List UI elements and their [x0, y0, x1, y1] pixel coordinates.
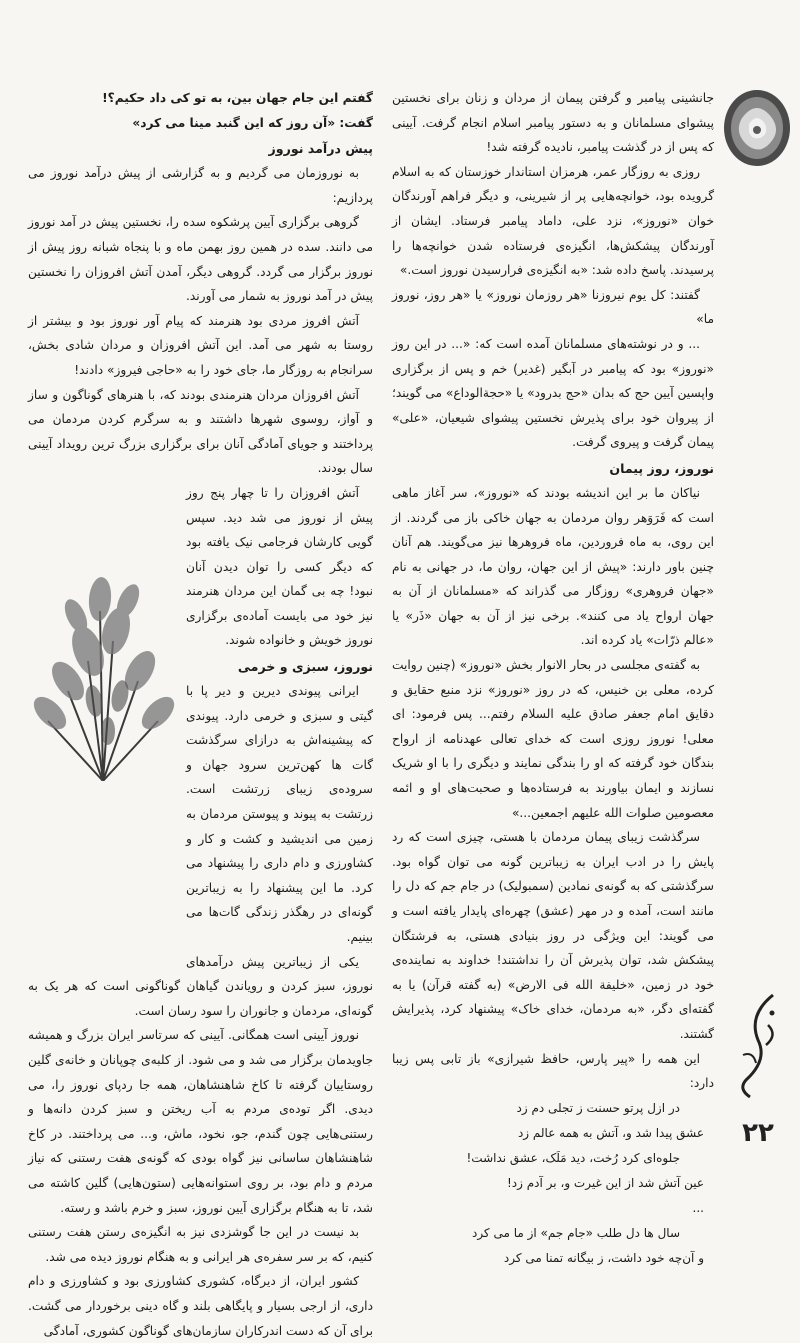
section-heading: نوروز، روز پیمان [609, 460, 714, 476]
paragraph: کشور ایران، از دیرگاه، کشوری کشاورزی بود و کشاورزی و دام داری، از ارجی بسیار و پایگاهی بلند و گاه دینی برخوردار می گشت. برای آن که دست اندرکاران سازمان‌های گوناگون کشوری، آمادگی [28, 1274, 373, 1338]
paragraph: آتش افروزان را تا چهار پنج روز پیش از نوروز می شد دید. سپس گویی کارشان فرجامی نیک یافته بود که دیگر کسی را توان دیدن آنان نبود! چه بی گمان این مردان هنرمند نیز خود می بایست آماده‌ی برگزاری نوروز خویش و خانواده شوند. [186, 485, 373, 648]
poem-line: ... [692, 1200, 704, 1215]
paragraph: روزی به روزگار عمر، هرمزان استاندار خوزستان که به اسلام گرویده بود، خوانچه‌هایی پر از شیرینی، و دیگر فراهم آورندگان خوان «نوروز»، نزد علی، داماد پیامبر فرستاد. ایشان از آورندگان پیشکش‌ها، انگیزه‌ی فرستاده شدن خوانچه‌ها را پرسیدند. پاسخ داده شد: «به انگیزه‌ی فرارسیدن نوروز است.» [392, 164, 714, 278]
poem-line: گفت: «آن روز که این گنبد مینا می کرد» [132, 115, 373, 130]
paragraph: بد نیست در این جا گوشزدی نیز به انگیزه‌ی رستن هفت رستنی کنیم، که بر سر سفره‌ی هر ایرانی و به هنگام نوروز دیده می شد. [28, 1225, 373, 1264]
poem-line: در ازل پرتو حسنت ز تجلی دم زد [516, 1100, 680, 1115]
poem-opening [28, 86, 373, 135]
plant-illustration [28, 481, 178, 951]
paragraph: آتش افروز مردی بود هنرمند که پیام آور نوروز بود و بیشتر از روستا به شهر می آمد. این آتش افروزان و مردان شادی بخش، سرانجام به روزگار ما، جای خود را به «حاجی فیروز» دادند! [28, 313, 373, 377]
paragraph: نوروز آیینی است همگانی. آیینی که سرتاسر ایران بزرگ و همیشه جاویدمان برگزار می شد و می شود. از کلبه‌ی چوپانان و خانه‌ی گلین روستاییان گرفته تا کاخ شاهنشاهان، همه جا ردپای نوروز را، می دیدی. اگر توده‌ی مردم به آب ریختن و سبز کردن دانه‌ها و رستنی‌هایی چون گندم، جو، نخود، ماش، و... می پرداختند. در کاخ شاهنشاهان ساسانی نیز گواه بودی که گونه‌ی هفت رستنی که نیاز مردم و دام بود، بر روی استوانه‌هایی (ستون‌هایی) گلین کاشته می شد، تا به هنگام برگزاری آیین نوروز، سبز و خرم باشد و رسته. [28, 1028, 373, 1215]
page-number: ۲۲ [742, 1118, 774, 1148]
paragraph: گروهی برگزاری آیین پرشکوه سده را، نخستین پیش در آمد نوروز می دانند. سده در همین روز بهمن ماه و با پنجاه شبانه روز پیش از نوروز برگزار می گردد. گروهی دیگر، آمدن آتش افروزان را نخستین پیش در آمد نوروز به شمار می آورند. [28, 215, 373, 304]
section-heading: نوروز، سبزی و خرمی [237, 659, 373, 675]
paragraph: گفتند: کل یوم نیروزنا «هر روزمان نوروز» یا «هر روز، نوروز ما» [392, 287, 714, 327]
poem-line: عین آتش شد از این غیرت و، بر آدم زد! [506, 1175, 704, 1190]
paragraph: این همه را «پیر پارس، حافظ شیرازی» باز تابی پس زیبا دارد: [392, 1051, 714, 1091]
paragraph: نیاکان ما بر این اندیشه بودند که «نوروز»، سر آغاز ماهی است که فَرَوَهر روان مردمان به جهان خاکی باز می گردند. از این روی، به ماه فروردین، ماه فروهرها نیز می‌گویند. هم آنان چنین باور دارند: «پیش از این جهان، روان ما، در جهانی به نام «جهان فروهری» روزگار می گذراند که «مسلمانان از آن به جهان ارواح یاد می کنند». برخی نیز از آن به جهان «ذَر» یا «عالم ذرّات» یاد کرده اند. [392, 485, 714, 648]
paragraph: آتش افروزان مردان هنرمندی بودند که، با هنرهای گوناگون و ساز و آواز، روسوی شهرها داشتند و به سرگرم کردن مردمان می پرداختند و جویای آمادگی آنان برای برگزاری بزرگ ترین رویداد آیینی سال بودند. [28, 387, 373, 476]
paragraph: ... و در نوشته‌های مسلمانان آمده است که: «... در این روز «نوروز» بود که پیامبر در آبگیر (غدیر) خم و پس از برگزاری واپسین آیین حج که بدان «حج بدرود» یا «حجة‌الوداع» می گویند؛ از پیروان خود برای پذیرش نخستین پیشوای شیعیان، «علی» پیمان گرفت و پیروی گرفت. [392, 336, 714, 450]
poem-line: و آن‌چه خود داشت، ز بیگانه تمنا می کرد [503, 1250, 704, 1265]
paragraph: به گفته‌ی مجلسی در بحار الانوار بخش «نوروز» (چنین روایت کرده، معلی بن خنیس، که در روز «نوروز» نزد منبع حقایق و دقایق امام جعفر صادق علیه السلام رفتم... پس فرمود: ای معلی! نوروز روزی است که خدای تعالی عهدنامه از ارواح بندگان خود گرفته که او را بندگی نمایند و دیگری را با او شریک نسازند و ایمان بیاورند به فرستاده‌ها و صحبت‌های او و ائمه معصومین صلوات الله علیهم اجمعین...» [392, 658, 714, 820]
paragraph: جانشینی پیامبر و گرفتن پیمان از مردان و زنان برای نخستین پیشوای مسلمانان و به دستور پیامبر اسلام انجام گرفت. آیینی که پس از در گذشت پیامبر، نادیده گرفته شد! [392, 91, 714, 155]
section-heading: پیش درآمد نوروز [268, 141, 373, 157]
left-column [28, 86, 373, 1343]
poem-line: جلوه‌ای کرد رُخت، دید مَلَک، عشق نداشت! [466, 1150, 680, 1165]
paragraph: ایرانی پیوندی دیرین و دیر پا با گیتی و سبزی و خرمی دارد. پیوندی که پیشینه‌اش به درازای سرگذشت گات ها کهن‌ترین سرود جهان و سروده‌ی زیبای زرتشت است. زرتشت به پیوند و پیوستن مردمان به زمین می اندیشید و کشت و کار و کشاورزی و دام داری را پیشنهاد می کرد. ما این پیشنهاد را به زیباترین گونه‌ای در رهگذر زندگی گات‌ها می بینیم. [186, 684, 373, 944]
paragraph: به نوروزمان می گردیم و به گزارشی از پیش درآمد نوروز می پردازیم: [28, 166, 373, 205]
poem-line: گفتم این جام جهان بین، به تو کی داد حکیم؟! [102, 91, 373, 105]
poem-line: عشق پیدا شد و، آتش به همه عالم زد [517, 1125, 704, 1140]
kerman-logo [728, 985, 788, 1105]
paragraph: سرگذشت زیبای پیمان مردمان با هستی، چیزی است که رد پایش را در ادب ایران به زیباترین گونه می توان گواه بود. سرگذشتی که به گونه‌ی نمادین (سمبولیک) در جام جم که دل را مانند است، آمده و در مهر (عشق) چهره‌ای پایدار یافته است و می گویند: این ویژگی در روز بنیادی هستی، به فرشتگان پیشکش شد، توان پذیرش آن را نداشتند! خداوند به نماینده‌ی خود در زمین، «خلیفة الله فی الارض» (به گفته قرآن) یا به گفته‌ای دگر، «به مردمان، خدای خاک» پیشنهاد کرد، پذیرایش گشتند. [392, 830, 714, 1041]
poem [392, 1096, 714, 1271]
right-column [392, 86, 714, 1271]
poem-line: سال ها دل طلب «جام جم» از ما می کرد [471, 1225, 680, 1240]
paragraph: یکی از زیباترین پیش درآمدهای نوروز، سبز کردن و رویاندن گیاهان گوناگونی است که هر یک به گونه‌ای، مردمان و جانوران را سود رسان است. [28, 954, 373, 1018]
flower-ornament-icon [722, 88, 792, 168]
